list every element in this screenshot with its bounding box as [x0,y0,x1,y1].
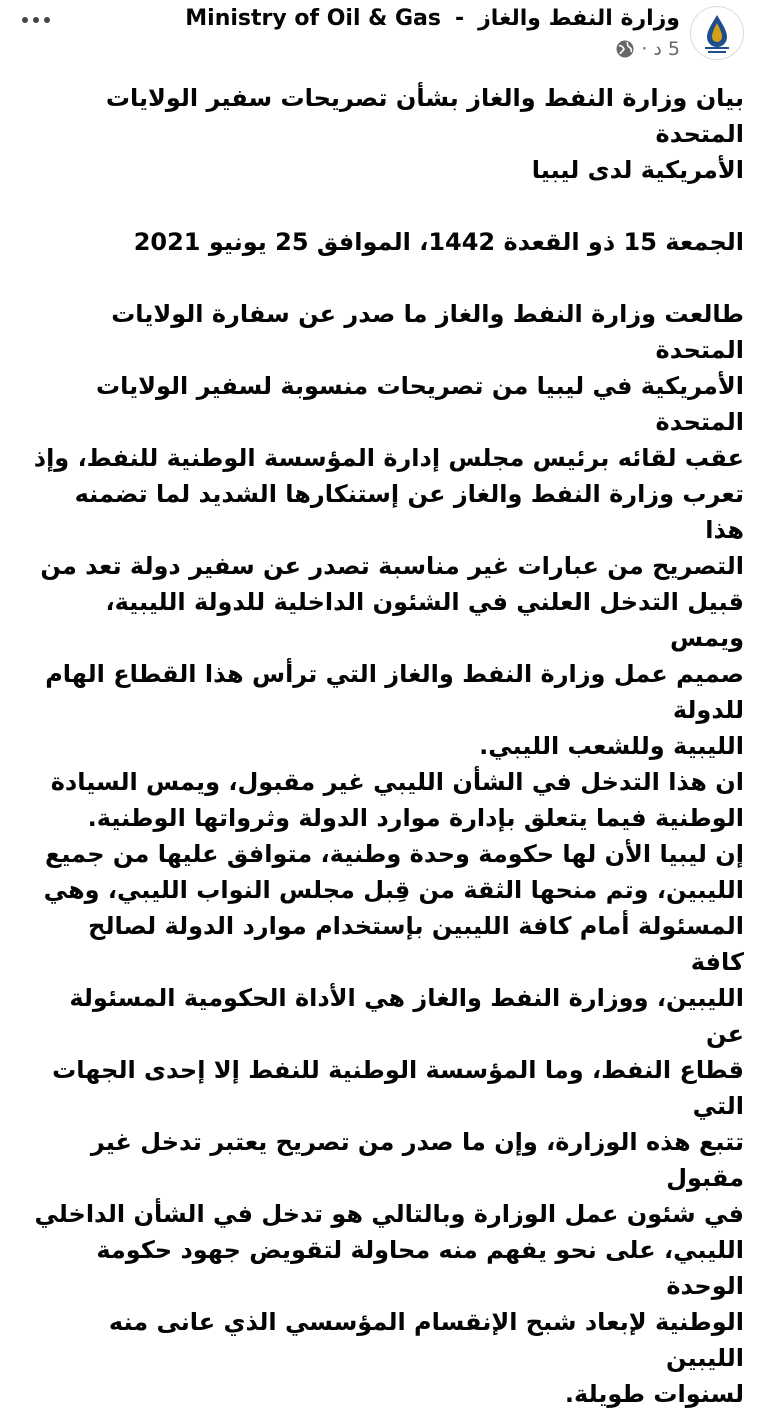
name-separator: - [455,6,465,31]
body-line: صميم عمل وزارة النفط والغاز التي ترأس هذا القطاع الهام للدولة [45,660,744,724]
page-name[interactable] [185,4,680,34]
globe-icon [615,39,635,59]
body-line: طالعت وزارة النفط والغاز ما صدر عن سفارة الولايات المتحدة [111,300,744,364]
body-line: ان هذا التدخل في الشأن الليبي غير مقبول، ويمس السيادة [50,768,744,796]
body-line: الليبي، على نحو يفهم منه محاولة لتقويض جهود حكومة الوحدة [96,1236,744,1300]
page-avatar[interactable] [690,6,744,60]
body-line: قطاع النفط، وما المؤسسة الوطنية للنفط إلا إحدى الجهات التي [52,1056,744,1120]
body-line: لسنوات طويلة. [564,1380,744,1408]
body-line: التصريح من عبارات غير مناسبة تصدر عن سفير دولة تعد من [40,552,744,580]
more-options-button[interactable] [22,10,62,30]
body-line: تعرب وزارة النفط والغاز عن إستنكارها الشديد لما تضمنه هذا [74,480,744,544]
meta-separator: · [641,38,648,60]
ministry-logo-icon [691,7,743,59]
body-line: في شئون عمل الوزارة وبالتالي هو تدخل في الشأن الداخلي [34,1200,744,1228]
post-content [30,80,744,1412]
body-line: تتبع هذه الوزارة، وإن ما صدر من تصريح يعتبر تدخل غير مقبول [90,1128,744,1192]
body-line: الليبين، وتم منحها الثقة من قِبل مجلس النواب الليبي، وهي [43,876,744,904]
more-dot-icon [22,17,28,23]
post-title-line: بيان وزارة النفط والغاز بشأن تصريحات سفير الولايات المتحدة [105,84,744,148]
body-line: قبيل التدخل العلني في الشئون الداخلية للدولة الليبية، ويمس [105,588,744,652]
post-body [30,296,744,1412]
body-line: المسئولة أمام كافة الليبين بإستخدام موارد الدولة لصالح كافة [88,912,744,976]
body-line: الوطنية فيما يتعلق بإدارة موارد الدولة وثرواتها الوطنية. [87,804,744,832]
post-date: الجمعة 15 ذو القعدة 1442، الموافق 25 يونيو 2021 [133,228,744,256]
page-name-ar[interactable]: وزارة النفط والغاز [478,6,680,31]
body-line: الليبية وللشعب الليبي. [479,732,744,760]
post-meta [615,36,680,62]
page-name-en[interactable]: Ministry of Oil & Gas [185,6,441,31]
post-time[interactable]: 5 د [653,38,680,60]
body-line: عقب لقائه برئيس مجلس إدارة المؤسسة الوطنية للنفط، وإذ [33,444,744,472]
more-dot-icon [44,17,50,23]
post-header [0,0,762,72]
body-line: إن ليبيا الأن لها حكومة وحدة وطنية، متوافق عليها من جميع [44,840,744,868]
post-title-line: الأمريكية لدى ليبيا [531,156,744,184]
body-line: الليبين، ووزارة النفط والغاز هي الأداة الحكومية المسئولة عن [69,984,744,1048]
body-line: الأمريكية في ليبيا من تصريحات منسوبة لسفير الولايات المتحدة [95,372,744,436]
more-dot-icon [33,17,39,23]
body-line: الوطنية لإبعاد شبح الإنقسام المؤسسي الذي عانى منه الليبين [108,1308,744,1372]
